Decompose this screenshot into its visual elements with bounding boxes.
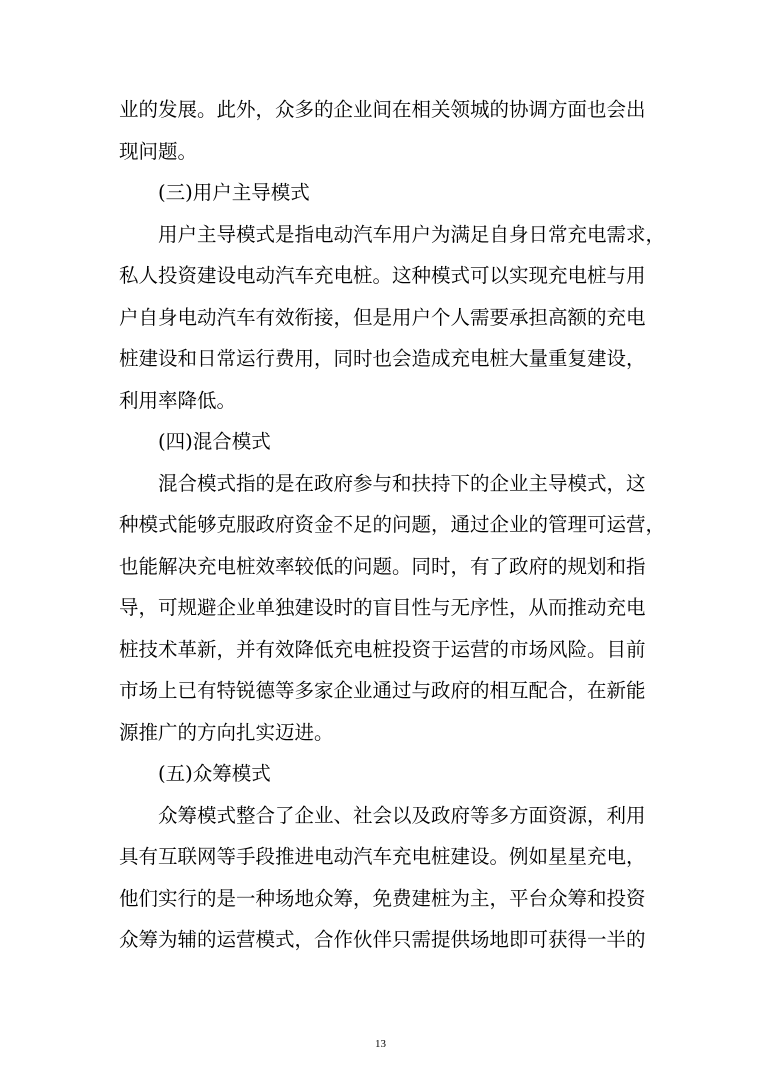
paragraph-line: 众筹模式整合了企业、社会以及政府等多方面资源，利用 [158, 803, 646, 827]
paragraph-line: 桩建设和日常运行费用，同时也会造成充电桩大量重复建设， [119, 347, 646, 370]
paragraph-line: 桩技术革新，并有效降低充电桩投资于运营的市场风险。目前 [119, 637, 646, 661]
paragraph-line: 众筹为辅的运营模式，合作伙伴只需提供场地即可获得一半的 [119, 928, 646, 951]
paragraph-line: 具有互联网等手段推进电动汽车充电桩建设。例如星星充电， [119, 845, 646, 868]
paragraph-line: 源推广的方向扎实迈进。 [119, 720, 334, 744]
section-heading: (五)众筹模式 [158, 762, 271, 785]
paragraph-line: 现问题。 [119, 139, 198, 163]
paragraph-line: 种模式能够克服政府资金不足的问题，通过企业的管理可运营， [119, 513, 666, 536]
paragraph-line: 混合模式指的是在政府参与和扶持下的企业主导模式，这 [158, 471, 646, 495]
paragraph-line: 导，可规避企业单独建设时的盲目性与无序性，从而推动充电 [119, 596, 646, 619]
paragraph-line: 用户主导模式是指电动汽车用户为满足自身日常充电需求， [158, 222, 666, 246]
paragraph-line: 也能解决充电桩效率较低的问题。同时，有了政府的规划和指 [119, 554, 646, 578]
paragraph-line: 业的发展。此外，众多的企业间在相关领城的协调方面也会出 [119, 98, 646, 121]
paragraph-line: 利用率降低。 [119, 388, 237, 412]
page-number: 13 [375, 1038, 386, 1050]
document-body [119, 89, 666, 961]
paragraph-line: 户自身电动汽车有效衔接，但是用户个人需要承担高额的充电 [119, 305, 646, 329]
paragraph-line: 他们实行的是一种场地众筹，免费建桩为主，平台众筹和投资 [119, 886, 646, 910]
paragraph-line: 私人投资建设电动汽车充电桩。这种模式可以实现充电桩与用 [119, 264, 646, 287]
section-heading: (三)用户主导模式 [158, 181, 310, 204]
section-heading: (四)混合模式 [158, 430, 271, 453]
paragraph-line: 市场上已有特锐德等多家企业通过与政府的相互配合，在新能 [119, 679, 646, 702]
